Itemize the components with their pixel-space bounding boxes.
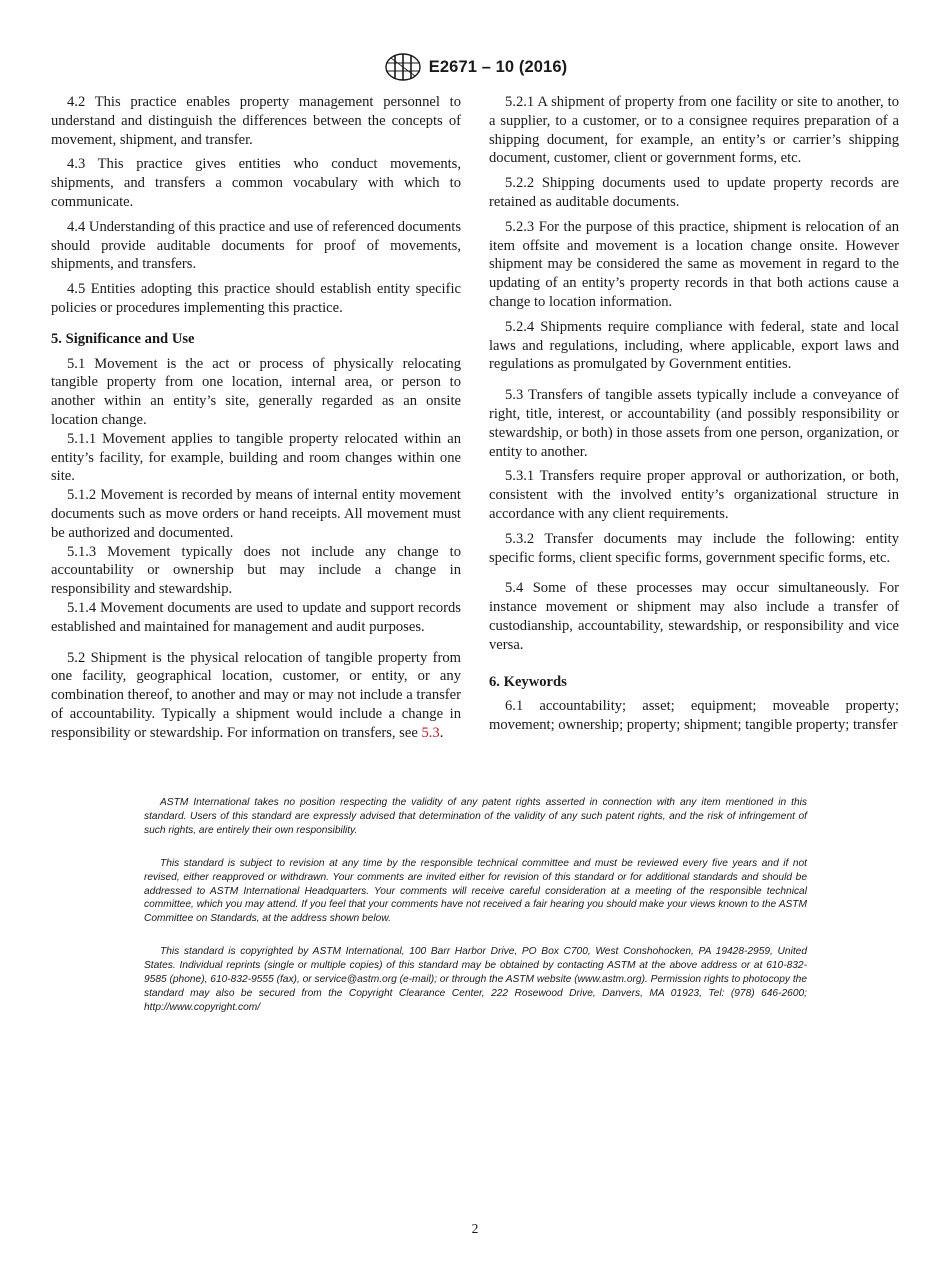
paragraph-5-1: 5.1 Movement is the act or process of physically relocating tangible property from one location, internal area, or person to another within an entity’s site, generally regarded as an onsite location change. [51,355,461,428]
paragraph-5-3: 5.3 Transfers of tangible assets typically include a conveyance of right, title, interest, or accountability (and possibly responsibility or stewardship, or both) in those assets from one person, organization, or entity to another. [489,387,899,460]
section-5-3-link[interactable]: 5.3 [421,724,440,741]
paragraph-5-3-1: 5.3.1 Transfers require proper approval or authorization, or both, consistent with the involved entity’s organizational structure in accordance with any client requirements. [489,468,899,522]
page-header [0,52,950,82]
revision-notice: This standard is subject to revision at any time by the responsible technical committee and must be reviewed every five years and if not revised, either reapproved or withdrawn. Your comments are invited either for revision of this standard or for additional standards and should be addressed to ASTM International Headquarters. Your comments will receive careful consideration at a meeting of the responsible technical committee, which you may attend. If you feel that your comments have not received a fair hearing you should make your views known to the ASTM Committee on Standards, at the address shown below. [144,857,807,925]
footer-notes [144,796,807,1034]
page-number: 2 [471,1221,479,1236]
paragraph-5-2-2: 5.2.2 Shipping documents used to update property records are retained as auditable documents. [489,175,899,210]
paragraph-4-4: 4.4 Understanding of this practice and use of referenced documents should provide auditable documents for proof of movements, shipments, and transfers. [51,218,461,273]
paragraph-5-2-4: 5.2.4 Shipments require compliance with federal, state and local laws and regulations, including, where applicable, export laws and regulations as promulgated by Government entities. [489,318,899,373]
paragraph-5-2-1: 5.2.1 A shipment of property from one facility or site to another, to a supplier, to a customer, or to a consignee requires preparation of a shipping document, for example, an entity’s or carrier’s shipping document, customer, client or government forms, etc. [489,94,899,167]
left-column [51,93,461,743]
paragraph-5-1-1: 5.1.1 Movement applies to tangible property relocated within an entity’s facility, for example, building and room changes within one site. [51,430,461,485]
paragraph-5-2 [51,649,461,743]
paragraph-5-1-3: 5.1.3 Movement typically does not include any change to accountability or ownership but may include a change in responsibility and stewardship. [51,543,461,598]
paragraph-4-2: 4.2 This practice enables property management personnel to understand and distinguish the differences between the concepts of movement, shipment, and transfer. [51,94,461,148]
paragraph-4-3: 4.3 This practice gives entities who conduct movements, shipments, and transfers a common vocabulary with which to communicate. [51,156,461,210]
standard-designation: E2671 – 10 (2016) [428,57,568,76]
paragraph-5-2-3: 5.2.3 For the purpose of this practice, shipment is relocation of an item offsite and movement is a location change onsite. However shipment may be considered the same as movement in regard to the updating of an entity’s property records in that both actions cause a change to location information. [489,218,899,310]
copyright-notice: This standard is copyrighted by ASTM International, 100 Barr Harbor Drive, PO Box C700, West Conshohocken, PA 19428-2959, United States. Individual reprints (single or multiple copies) of this standard may be obtained by contacting ASTM at the above address or at 610-832-9585 (phone), 610-832-9555 (fax), or service@astm.org (e-mail); or through the ASTM website (www.astm.org). Permission rights to photocopy the standard may also be secured from the Copyright Clearance Center, 222 Rosewood Drive, Danvers, MA 01923, Tel: (978) 646-2600; http://www.copyright.com/ [144,946,807,1013]
paragraph-5-3-2: 5.3.2 Transfer documents may include the following: entity specific forms, client specific forms, government specific forms, etc. [489,530,899,566]
right-column [489,93,899,735]
patent-notice: ASTM International takes no position respecting the validity of any patent rights asserted in connection with any item mentioned in this standard. Users of this standard are expressly advised that determination of the validity of any such patent rights, and the risk of infringement of such rights, are entirely their own responsibility. [144,797,807,836]
paragraph-5-2-text: 5.2 Shipment is the physical relocation of tangible property from one facility, geographical location, customer, or entity, or any combination thereof, to another and may or may not include a transfer of accountability. Typically a shipment would include a change in responsibility or stewardship. For information on transfers, see [51,649,461,741]
paragraph-5-1-2: 5.1.2 Movement is recorded by means of internal entity movement documents such as move orders or hand receipts. All movement must be authorized and documented. [51,487,461,541]
paragraph-4-5: 4.5 Entities adopting this practice should establish entity specific policies or procedures implementing this practice. [51,281,461,316]
paragraph-5-4: 5.4 Some of these processes may occur simultaneously. For instance movement or shipment may also include a transfer of custodianship, accountability, stewardship, or responsibility and vice versa. [489,580,899,653]
paragraph-5-1-4: 5.1.4 Movement documents are used to update and support records established and maintained for management and audit purposes. [51,599,461,635]
astm-logo-icon [383,52,423,82]
paragraph-5-2-end: . [439,724,444,741]
paragraph-6-1: 6.1 accountability; asset; equipment; moveable property; movement; ownership; property; shipment; tangible property; transfer [489,698,899,734]
section-6-heading: 6. Keywords [489,673,567,690]
section-5-heading: 5. Significance and Use [51,330,195,347]
